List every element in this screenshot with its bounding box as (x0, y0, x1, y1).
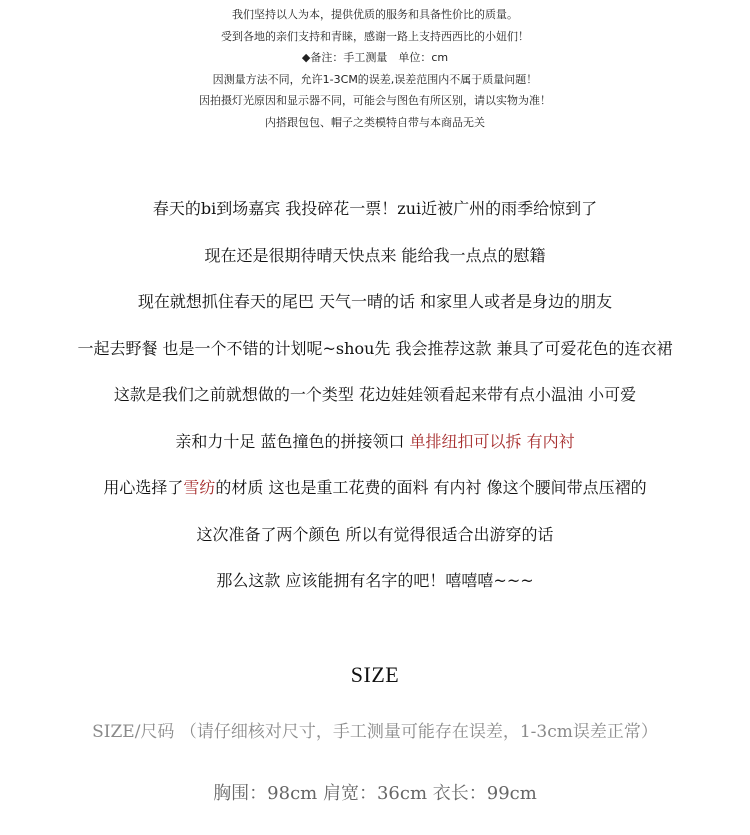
description-line: 这款是我们之前就想做的一个类型 花边娃娃领看起来带有点小温油 小可爱 (113, 385, 637, 404)
size-note: SIZE/尺码 （请仔细核对尺寸，手工测量可能存在误差，1-3cm误差正常） (92, 722, 658, 742)
highlight-text: 单排纽扣可以拆 有内衬 (409, 431, 575, 451)
notice-line: 因拍摄灯光原因和显示器不同，可能会与图色有所区别，请以实物为准！ (199, 94, 551, 107)
notice-block (0, 4, 750, 133)
measurements: 胸围：98cm 肩宽：36cm 衣长：99cm (213, 783, 537, 804)
notice-line: 受到各地的亲们支持和青睐，感谢一路上支持西西比的小妞们！ (221, 29, 529, 43)
description-line: 那么这款 应该能拥有名字的吧！嘻嘻嘻~~~ (216, 571, 534, 590)
description-text: 的材质 这也是重工花费的面料 有内衬 像这个腰间带点压褶的 (215, 478, 647, 497)
description-line: 春天的bi到场嘉宾 我投碎花一票！zui近被广州的雨季给惊到了 (152, 199, 598, 218)
description-line: 现在还是很期待晴天快点来 能给我一点点的慰籍 (204, 245, 546, 265)
description-line (0, 419, 750, 466)
description-line: 一起去野餐 也是一个不错的计划呢~shou先 我会推荐这款 兼具了可爱花色的连衣裙 (77, 338, 673, 358)
description-line (0, 465, 750, 512)
notice-line: 内搭跟包包、帽子之类模特自带与本商品无关 (265, 115, 485, 129)
product-description (0, 186, 750, 605)
size-heading: SIZE (350, 662, 400, 687)
notice-line: 我们坚持以人为本，提供优质的服务和具备性价比的质量。 (232, 8, 518, 21)
description-text: 亲和力十足 蓝色撞色的拼接领口 (175, 431, 410, 451)
highlight-text: 雪纺 (183, 478, 216, 497)
notice-line: ◆备注：手工测量 单位：cm (301, 51, 449, 64)
notice-line: 因测量方法不同，允许1-3CM的误差,误差范围内不属于质量问题！ (212, 72, 538, 86)
description-line: 现在就想抓住春天的尾巴 天气一晴的话 和家里人或者是身边的朋友 (137, 292, 613, 311)
description-line: 这次准备了两个颜色 所以有觉得很适合出游穿的话 (196, 524, 554, 544)
description-text: 用心选择了 (103, 478, 184, 497)
